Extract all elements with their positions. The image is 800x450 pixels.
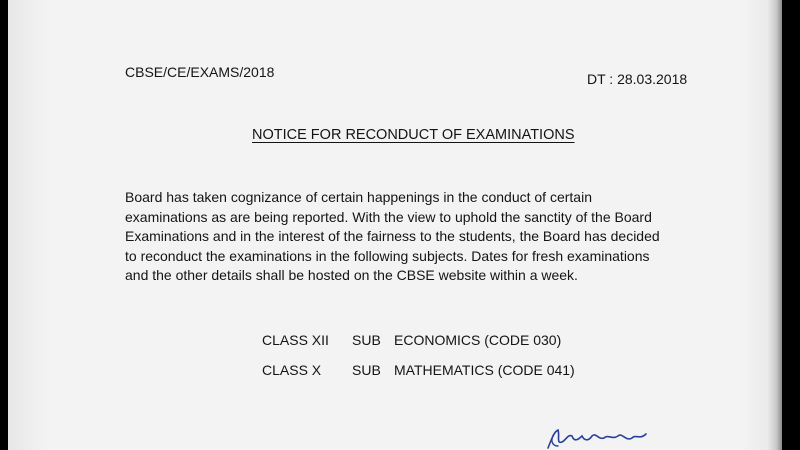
signature xyxy=(540,420,670,450)
page-edge-shadow xyxy=(768,0,782,450)
sub-label: SUB xyxy=(352,362,381,378)
body-line: and the other details shall be hosted on the CBSE website within a week. xyxy=(125,267,578,283)
notice-title: NOTICE FOR RECONDUCT OF EXAMINATIONS xyxy=(252,127,575,143)
body-line: examinations as are being reported. With the view to uphold the sanctity of the Board xyxy=(125,208,652,225)
subject-name: ECONOMICS (CODE 030) xyxy=(394,332,562,348)
sub-label: SUB xyxy=(352,332,381,348)
notice-date: DT : 28.03.2018 xyxy=(587,71,688,87)
body-line: Board has taken cognizance of certain happenings in the conduct of certain xyxy=(125,189,592,205)
class-label: CLASS X xyxy=(262,362,322,378)
reference-number: CBSE/CE/EXAMS/2018 xyxy=(125,64,275,80)
subject-name: MATHEMATICS (CODE 041) xyxy=(394,362,575,378)
body-line: to reconduct the examinations in the following subjects. Dates for fresh examinations xyxy=(125,247,650,264)
notice-body xyxy=(125,188,708,286)
body-line: Examinations and in the interest of the fairness to the students, the Board has decided xyxy=(125,228,660,244)
class-label: CLASS XII xyxy=(262,332,329,348)
